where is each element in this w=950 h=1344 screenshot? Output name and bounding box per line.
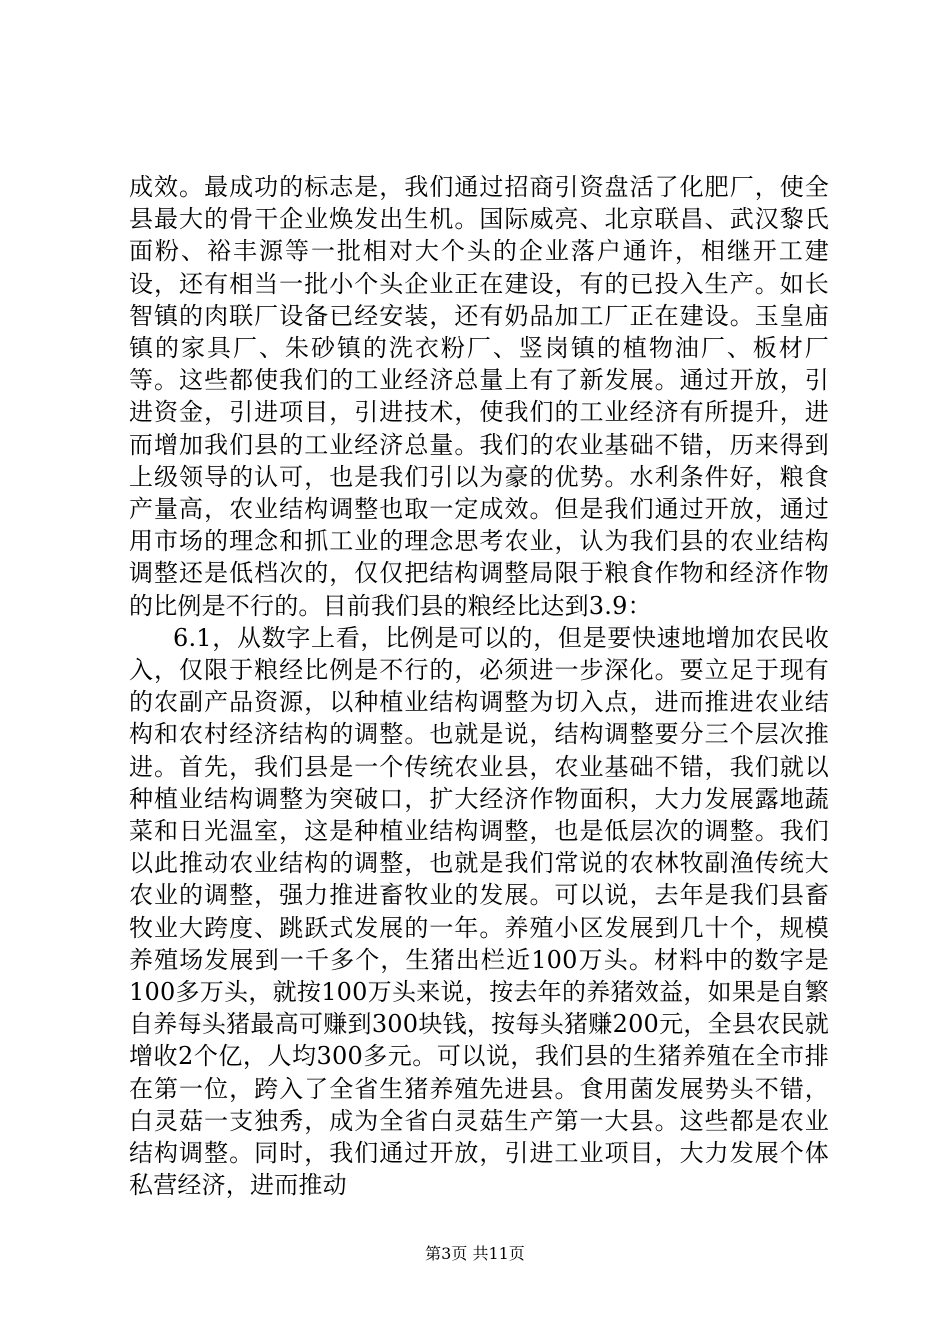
paragraph-continuation: 成效。最成功的标志是，我们通过招商引资盘活了化肥厂，使全县最大的骨干企业焕发出生机。国际威亮、北京联昌、武汉黎氏面粉、裕丰源等一批相对大个头的企业落户通许，相继开工建设，还有相当一批小个头企业正在建设，有的已投入生产。如长智镇的肉联厂设备已经安装，还有奶品加工厂正在建设。玉皇庙镇的家具厂、朱砂镇的洗衣粉厂、竖岗镇的植物油厂、板材厂等。这些都使我们的工业经济总量上有了新发展。通过开放，引进资金，引进项目，引进技术，使我们的工业经济有所提升，进而增加我们县的工业经济总量。我们的农业基础不错，历来得到上级领导的认可，也是我们引以为豪的优势。水利条件好，粮食产量高，农业结构调整也取一定成效。但是我们通过开放，通过用市场的理念和抓工业的理念思考农业，认为我们县的农业结构调整还是低档次的，仅仅把结构调整局限于粮食作物和经济作物的比例是不行的。目前我们县的粮经比达到3.9： bbox=[129, 173, 829, 620]
page-number-label: 第3页 共11页 bbox=[425, 1244, 525, 1263]
page-footer bbox=[0, 1244, 950, 1264]
paragraph-second: 6.1，从数字上看，比例是可以的，但是要快速地增加农民收入，仅限于粮经比例是不行的，必须进一步深化。要立足于现有的农副产品资源，以种植业结构调整为切入点，进而推进农业结构和农村经济结构的调整。也就是说，结构调整要分三个层次推进。首先，我们县是一个传统农业县，农业基础不错，我们就以种植业结构调整为突破口，扩大经济作物面积，大力发展露地蔬菜和日光温室，这是种植业结构调整，也是低层次的调整。我们以此推动农业结构的调整，也就是我们常说的农林牧副渔传统大农业的调整，强力推进畜牧业的发展。可以说，去年是我们县畜牧业大跨度、跳跃式发展的一年。养殖小区发展到几十个，规模养殖场发展到一千多个，生猪出栏近100万头。材料中的数字是100多万头，就按100万头来说，按去年的养猪效益，如果是自繁自养每头猪最高可赚到300块钱，按每头猪赚200元，全县农民就增收2个亿，人均300多元。可以说，我们县的生猪养殖在全市排在第一位，跨入了全省生猪养殖先进县。食用菌发展势头不错，白灵菇一支独秀，成为全省白灵菇生产第一大县。这些都是农业结构调整。同时，我们通过开放，引进工业项目，大力发展个体私营经济，进而推动 bbox=[129, 623, 829, 1200]
document-body bbox=[129, 171, 829, 1202]
